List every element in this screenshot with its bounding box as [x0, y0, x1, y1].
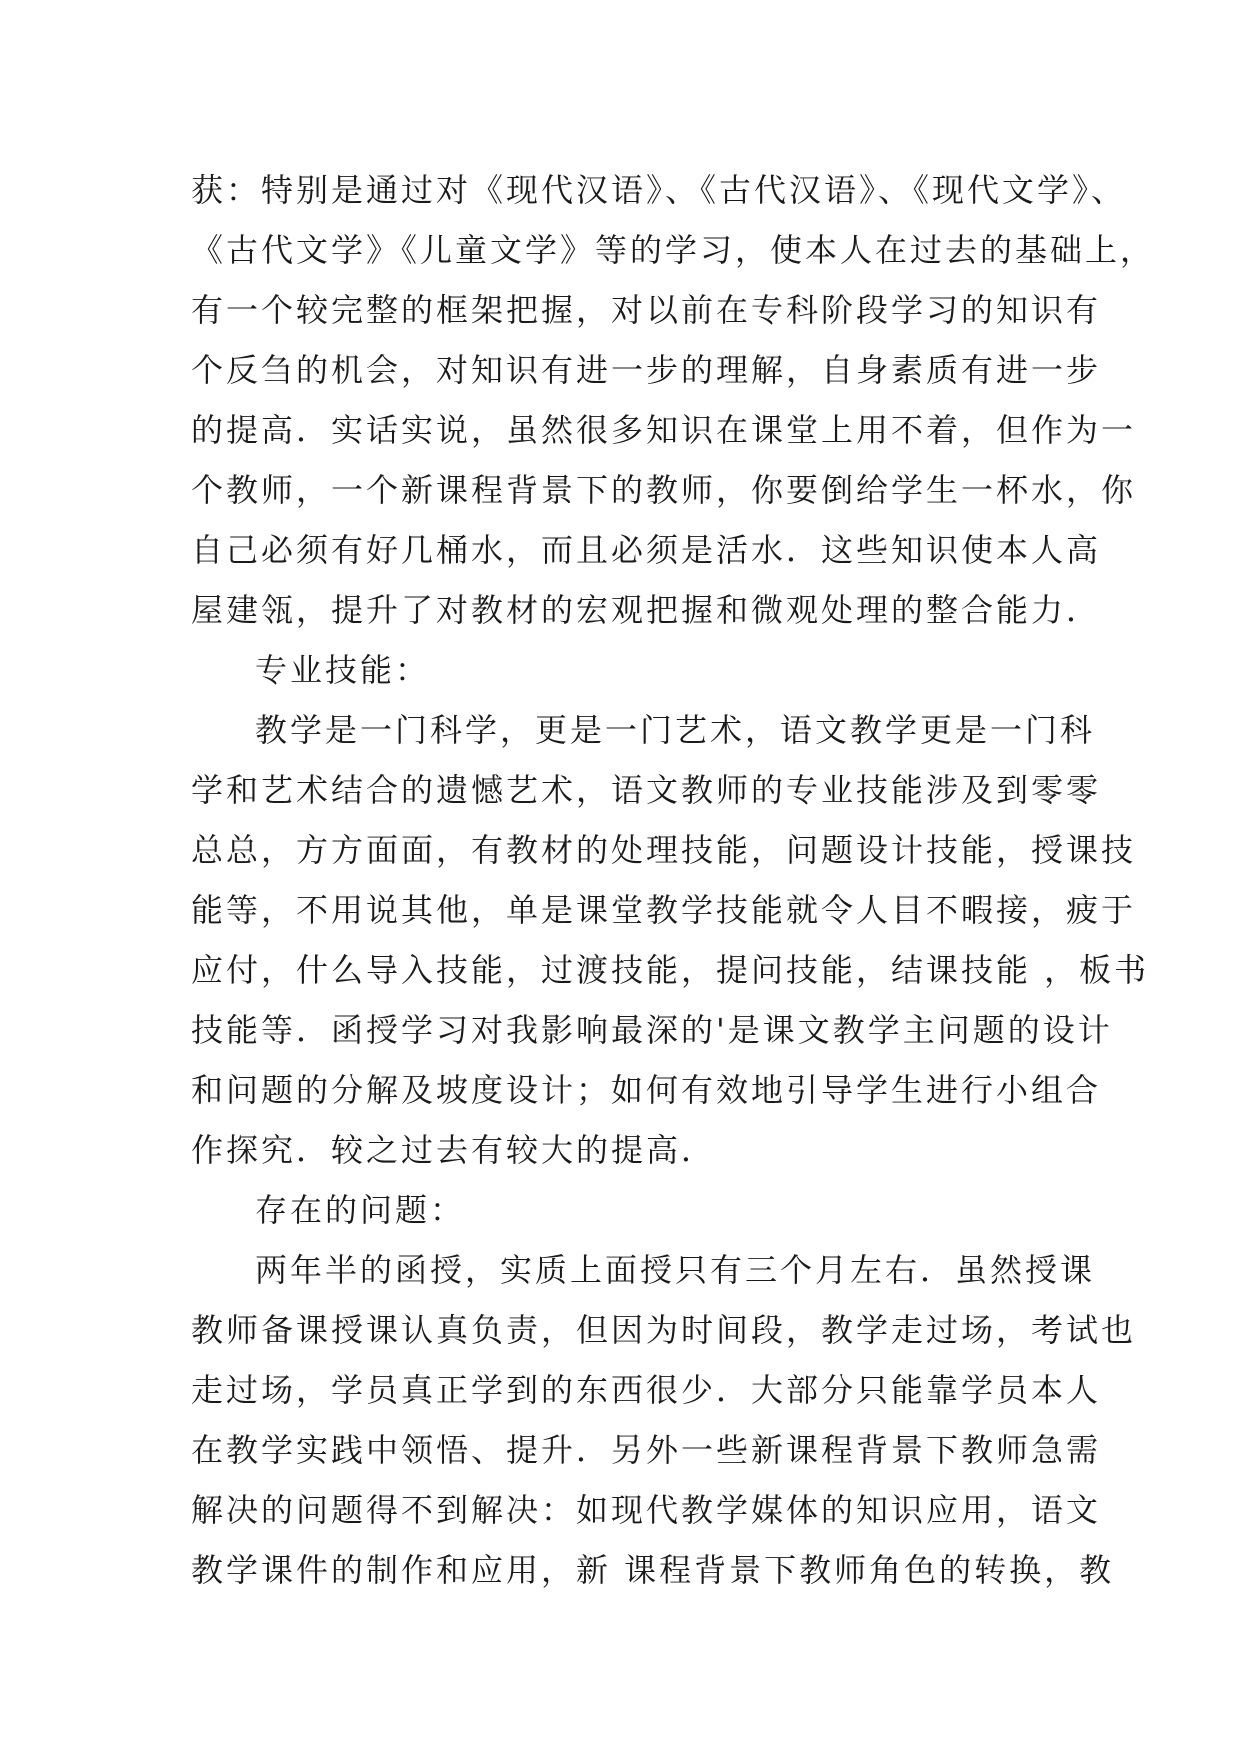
text-line: 《古代文学》《儿童文学》等的学习，使本人在过去的基础上，: [191, 231, 1156, 269]
text-line: 个反刍的机会，对知识有进一步的理解，自身素质有进一步: [191, 351, 1102, 389]
text-line: 技能等．函授学习对我影响最深的'是课文教学主问题的设计: [191, 1011, 1113, 1049]
text-line: 个教师，一个新课程背景下的教师，你要倒给学生一杯水，你: [191, 471, 1137, 509]
section-heading-skills: 专业技能：: [255, 651, 431, 689]
text-line: 获：特别是通过对《现代汉语》、《古代汉语》、《现代文学》、: [191, 171, 1127, 209]
text-line: 自己必须有好几桶水，而且必须是活水．这些知识使本人高: [191, 531, 1102, 569]
text-line: 屋建瓴，提升了对教材的宏观把握和微观处理的整合能力．: [191, 591, 1102, 629]
text-line: 应付，什么导入技能，过渡技能，提问技能，结课技能 ，板书: [191, 951, 1150, 989]
text-line: 教师备课授课认真负责，但因为时间段，教学走过场，考试也: [191, 1311, 1137, 1349]
body-text: [191, 160, 1156, 1600]
text-line: 作探究．较之过去有较大的提高．: [191, 1131, 717, 1169]
text-line: 有一个较完整的框架把握，对以前在专科阶段学习的知识有: [191, 291, 1102, 329]
text-line: 能等，不用说其他，单是课堂教学技能就令人目不暇接，疲于: [191, 891, 1137, 929]
text-line: 总总，方方面面，有教材的处理技能，问题设计技能，授课技: [191, 831, 1137, 869]
section-heading-problems: 存在的问题：: [255, 1191, 466, 1229]
text-line: 学和艺术结合的遗憾艺术，语文教师的专业技能涉及到零零: [191, 771, 1102, 809]
text-line: 在教学实践中领悟、提升．另外一些新课程背景下教师急需: [191, 1431, 1102, 1469]
text-line: 教学课件的制作和应用，新 课程背景下教师角色的转换，教: [191, 1551, 1115, 1589]
text-line: 走过场，学员真正学到的东西很少．大部分只能靠学员本人: [191, 1371, 1102, 1409]
text-line: 两年半的函授，实质上面授只有三个月左右．虽然授课: [255, 1251, 1096, 1289]
text-line: 的提高．实话实说，虽然很多知识在课堂上用不着，但作为一: [191, 411, 1137, 449]
text-line: 和问题的分解及坡度设计；如何有效地引导学生进行小组合: [191, 1071, 1102, 1109]
text-line: 解决的问题得不到解决：如现代教学媒体的知识应用，语文: [191, 1491, 1102, 1529]
text-line: 教学是一门科学，更是一门艺术，语文教学更是一门科: [255, 711, 1096, 749]
